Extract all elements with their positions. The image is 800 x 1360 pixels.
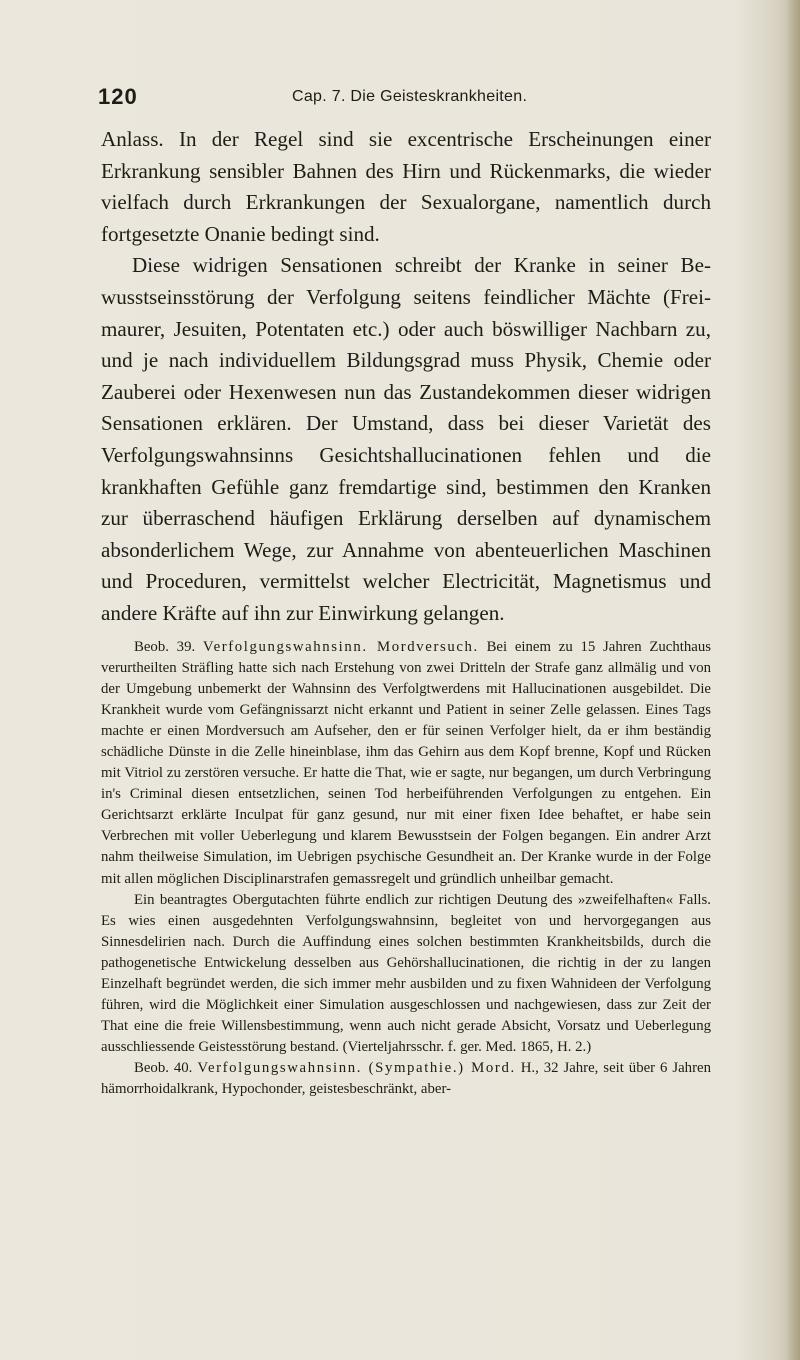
paragraph: Anlass. In der Regel sind sie excentrische Erscheinungen einer Erkrankung sensibler Bahnen des Hirn und Rückenmarks, die wieder vielfach durch Erkrankungen der Sexualorgane, namentlich durch fortgesetzte Onanie bedingt sind. — [101, 127, 711, 246]
observation-label: Beob. 40. — [134, 1060, 193, 1077]
body-text — [101, 124, 711, 1101]
page-edge — [786, 0, 800, 1360]
observation-40 — [101, 1058, 711, 1100]
case-observations — [101, 637, 711, 1101]
running-head: Cap. 7. Die Geisteskrankheiten. — [292, 88, 528, 105]
observation-39 — [101, 637, 711, 890]
observation-text: H., 32 Jahre, seit über 6 Jahren hämorrhoidalkrank, Hypochonder, geistesbeschränkt, aber- — [101, 1060, 711, 1098]
observation-title: Verfolgungswahnsinn. (Sympathie.) Mord. — [197, 1060, 516, 1077]
observation-title: Verfolgungswahnsinn. Mordversuch. — [202, 638, 479, 655]
paragraph: Diese widrigen Sensationen schreibt der Kranke in seiner Bewusstseinsstörung der Verfolgung seitens feindlicher Mächte (Freimaurer, Jesuiten, Potentaten etc.) oder auch böswilliger Nachbarn zu, und je nach individuellem Bildungsgrad muss Physik, Chemie oder Zauberei oder Hexenwesen nun das Zustandekommen dieser widrigen Sensationen erklären. Der Umstand, dass bei dieser Varietät des Verfolgungswahnsinns Gesichtshallucinationen fehlen und die krankhaften Gefühle ganz fremdartige sind, bestimmen den Kranken zur überraschend häufigen Erklärung derselben auf dynamischem absonderlichem Wege, zur Annahme von abenteuerlichen Maschinen und Proceduren, vermittelst welcher Electricität, Magnetismus und andere Kräfte auf ihn zur Einwirkung gelangen. — [101, 253, 711, 625]
page-header — [98, 84, 708, 114]
observation-text: Bei einem zu 15 Jahren Zuchthaus verurtheilten Sträfling hatte sich nach Erstehung von zwei Dritteln der Strafe ganz allmälig und von der Umgebung unbemerkt der Wahnsinn des Verfolgtwerdens mit Hallucinationen ausgebildet. Die Krankheit wurde vom Gefängnissarzt nicht erkannt und Patient in seiner Zelle gelassen. Eines Tags machte er einen Mordversuch am Aufseher, den er für seinen Verfolger hielt, da er ihm beständig schädliche Dünste in die Zelle hineinblase, ihm das Gehirn aus dem Kopf brenne, Kopf und Rücken mit Vitriol zu zerstören versuche. Er hatte die That, wie er sagte, nur begangen, um durch Verbringung in's Criminal diesen entsetzlichen, seinen Tod herbeiführenden Verfolgungen zu entgehen. Ein Gerichtsarzt erklärte Inculpat für ganz gesund, nur mit einer fixen Idee behaftet, er habe sein Verbrechen mit voller Ueberlegung und klarem Bewusstsein der Folgen begangen. Ein andrer Arzt nahm theilweise Simulation, im Uebrigen psychische Gesundheit an. Der Kranke wurde in der Folge mit allen möglichen Disciplinarstrafen gemassregelt und gründlich unheilbar gemacht. — [101, 638, 711, 887]
page-number: 120 — [98, 84, 138, 109]
observation-39-continuation: Ein beantragtes Obergutachten führte endlich zur richtigen Deutung des »zweifelhaften« Falls. Es wies einen ausgedehnten Verfolgungswahnsinn, begleitet von und hervorgegangen aus Sinnesdelirien nach. Durch die Auffindung eines solchen bestimmten Krankheitsbilds, durch die pathogenetische Entwickelung desselben aus Gehörshallucinationen, die richtig in der zu langen Einzelhaft begründet werden, die sich immer mehr ausbilden und zu fixen Wahnideen der Verfolgung führen, wird die Möglichkeit einer Simulation ausgeschlossen und nachgewiesen, dass zur Zeit der That eine die freie Willensbestimmung, wenn auch nicht gerade Absicht, Vorsatz und Ueberlegung ausschliessende Geistesstörung bestand. (Vierteljahrsschr. f. ger. Med. 1865, H. 2.) — [101, 891, 711, 1056]
observation-label: Beob. 39. — [134, 638, 196, 655]
main-text — [101, 124, 711, 630]
